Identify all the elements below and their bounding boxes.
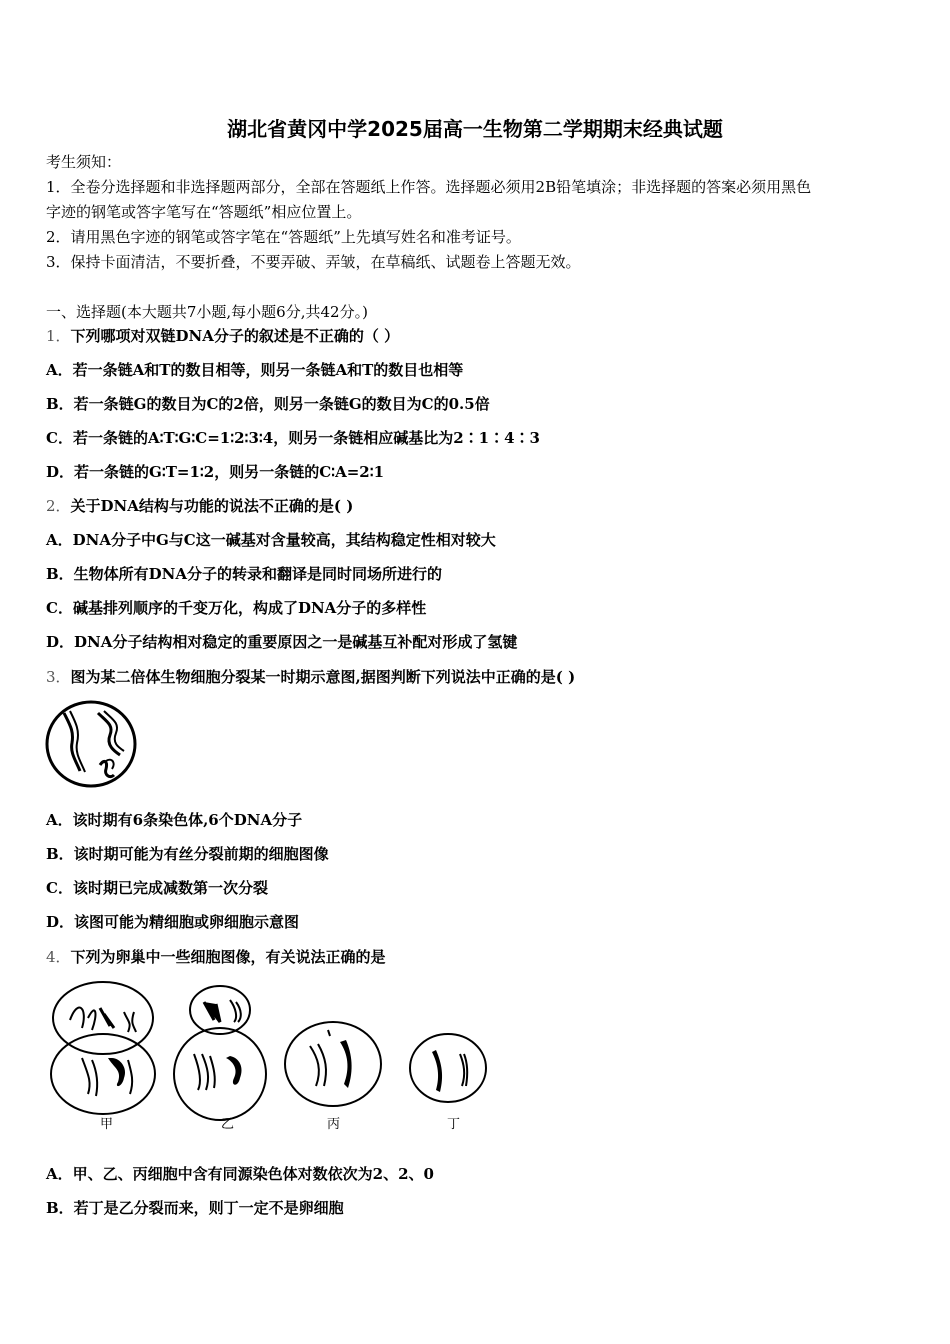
question-text: 下列为卵巢中一些细胞图像，有关说法正确的是 [70, 948, 386, 966]
notice-item: 1．全卷分选择题和非选择题两部分，全部在答题纸上作答。选择题必须用2B铅笔填涂；非选择题的答案必须用黑色 [46, 178, 812, 196]
cell-bing [285, 1022, 381, 1106]
question-text: 下列哪项对双链DNA分子的叙述是不正确的（ ） [70, 327, 400, 345]
answer-option: A．若一条链A和T的数目相等，则另一条链A和T的数目也相等 [46, 361, 464, 379]
figure-label-yi: 乙 [221, 1117, 235, 1132]
cell-yi [174, 986, 266, 1120]
answer-option: B．若一条链G的数目为C的2倍，则另一条链G的数目为C的0.5倍 [46, 395, 490, 413]
cell-membrane [47, 702, 135, 786]
notice-item: 2．请用黑色字迹的钢笔或答字笔在“答题纸”上先填写姓名和准考证号。 [46, 228, 521, 246]
notice-item: 字迹的钢笔或答字笔写在“答题纸”相应位置上。 [46, 203, 362, 221]
answer-option: D．该图可能为精细胞或卵细胞示意图 [46, 913, 300, 931]
question-stem [46, 667, 575, 687]
answer-option: D．若一条链的G∶T=1∶2，则另一条链的C∶A=2∶1 [46, 463, 385, 481]
chromosome [104, 711, 124, 751]
answer-option: C．若一条链的A∶T∶G∶C=1∶2∶3∶4，则另一条链相应碱基比为2∶1∶4∶3 [46, 429, 540, 447]
question-number: 1． [46, 327, 71, 345]
question-number: 3． [46, 668, 71, 686]
figure-label-bing: 丙 [327, 1117, 341, 1132]
question-number: 2． [46, 497, 71, 515]
answer-option: D．DNA分子结构相对稳定的重要原因之一是碱基互补配对形成了氢键 [46, 633, 518, 651]
cell-division-figure [44, 699, 138, 789]
page-title: 湖北省黄冈中学2025届高一生物第二学期期末经典试题 [227, 117, 723, 141]
chromosome [100, 762, 114, 777]
answer-option: A．该时期有6条染色体,6个DNA分子 [46, 811, 303, 829]
answer-option: A．DNA分子中G与C这一碱基对含量较高，其结构稳定性相对较大 [46, 531, 496, 549]
cell-jia [51, 982, 155, 1114]
chromosome [98, 713, 120, 755]
question-text: 关于DNA结构与功能的说法不正确的是( ) [70, 497, 354, 515]
question-number: 4． [46, 948, 71, 966]
cell-ding [410, 1034, 486, 1102]
question-stem [46, 326, 399, 346]
section-heading: 一、选择题(本大题共7小题,每小题6分,共42分。) [46, 303, 368, 321]
answer-option: B．该时期可能为有丝分裂前期的细胞图像 [46, 845, 329, 863]
figure-label-jia: 甲 [100, 1117, 114, 1132]
ovary-cells-figure [48, 978, 498, 1138]
question-text: 图为某二倍体生物细胞分裂某一时期示意图,据图判断下列说法中正确的是( ) [70, 668, 576, 686]
notice-item: 3．保持卡面清洁，不要折叠，不要弄破、弄皱，在草稿纸、试题卷上答题无效。 [46, 253, 581, 271]
answer-option: B．若丁是乙分裂而来，则丁一定不是卵细胞 [46, 1199, 344, 1217]
figure-label-ding: 丁 [447, 1117, 461, 1132]
answer-option: C．碱基排列顺序的千变万化，构成了DNA分子的多样性 [46, 599, 427, 617]
question-stem [46, 496, 353, 516]
answer-option: B．生物体所有DNA分子的转录和翻译是同时同场所进行的 [46, 565, 443, 583]
answer-option: A．甲、乙、丙细胞中含有同源染色体对数依次为2、2、0 [46, 1165, 434, 1183]
question-stem [46, 947, 386, 967]
answer-option: C．该时期已完成减数第一次分裂 [46, 879, 268, 897]
notice-heading: 考生须知： [46, 153, 122, 171]
